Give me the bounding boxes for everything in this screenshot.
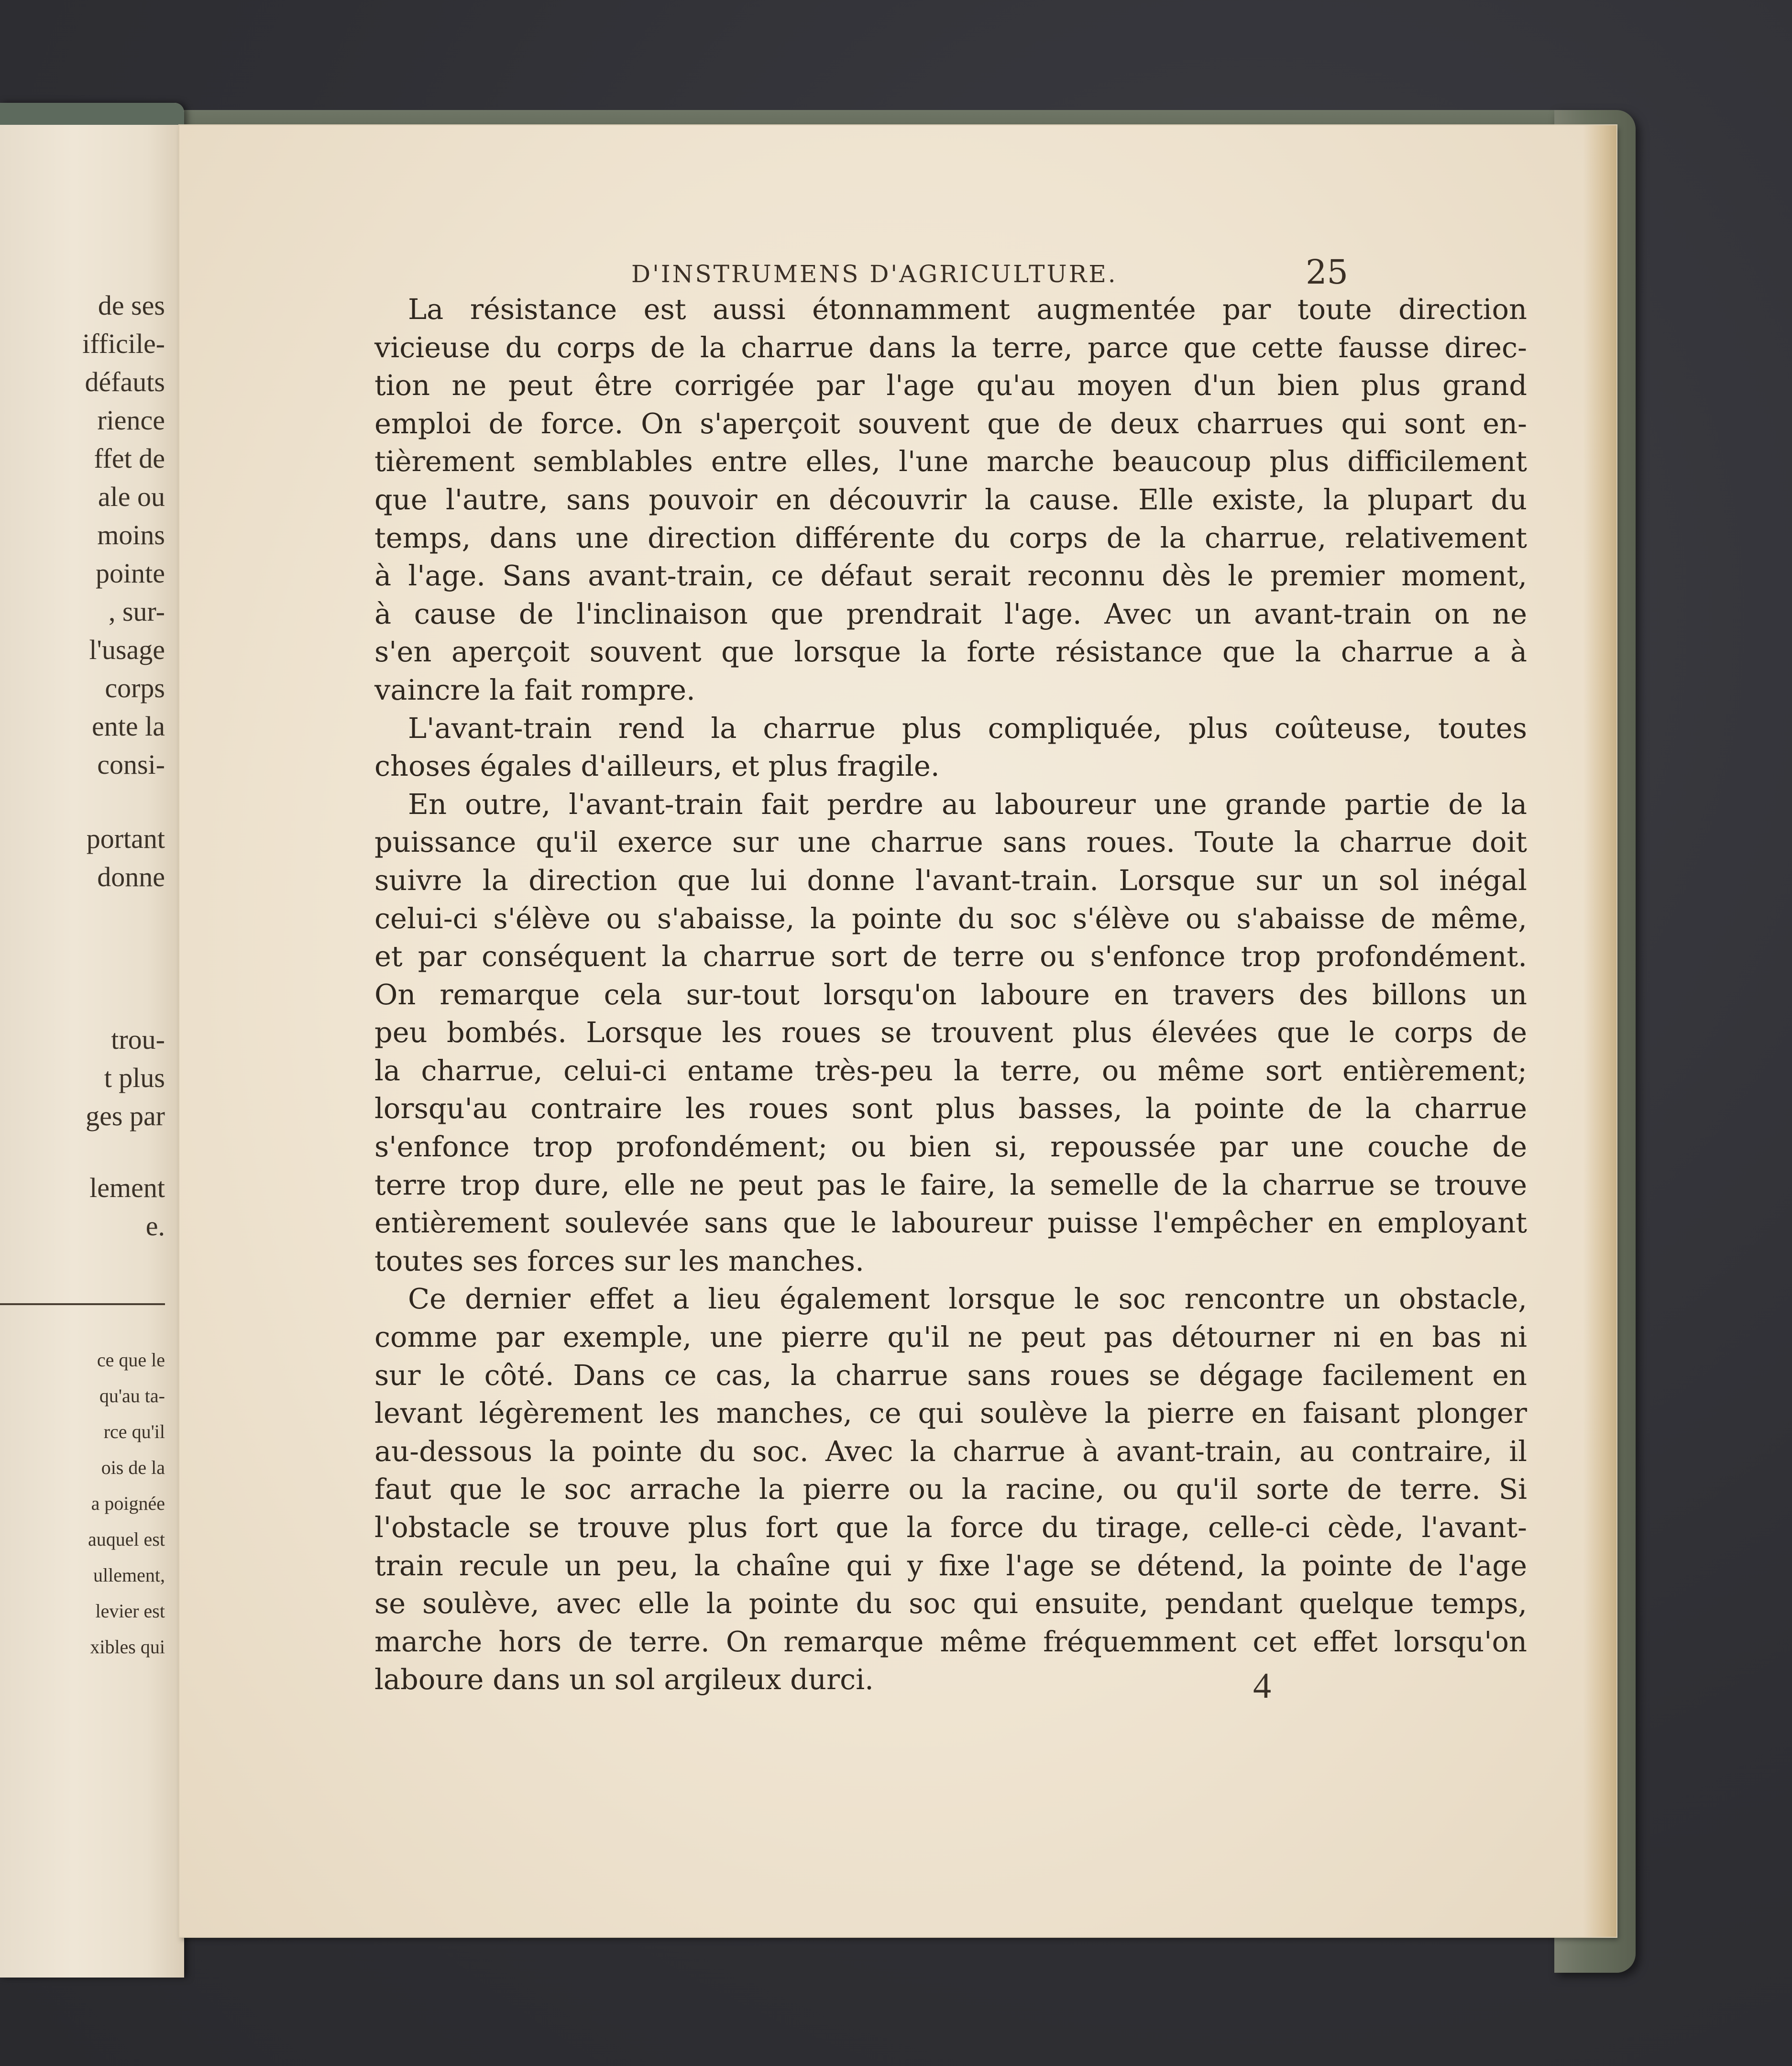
- text-line: train recule un peu, la chaîne qui y fixe l'age se détend, la pointe de l'age: [374, 1549, 1527, 1582]
- text-line: laboure dans un sol argileux durci.: [374, 1663, 874, 1696]
- left-text-fragment: donne: [97, 861, 165, 892]
- text-line: sur le côté. Dans ce cas, la charrue sans roues se dégage facilement en: [374, 1358, 1527, 1392]
- left-text-fragment: lement: [89, 1172, 165, 1203]
- text-line: La résistance est aussi étonnamment augmentée par toute direction: [408, 293, 1527, 326]
- left-text-fragment: ges par: [86, 1100, 165, 1132]
- left-note-fragment: ois de la: [101, 1457, 165, 1478]
- text-line: temps, dans une direction différente du corps de la charrue, relativement: [374, 521, 1527, 554]
- text-line: comme par exemple, une pierre qu'il ne peut pas détourner ni en bas ni: [374, 1320, 1527, 1354]
- left-note-fragment: auquel est: [88, 1528, 165, 1550]
- text-line: emploi de force. On s'aperçoit souvent que de deux charrues qui sont en-: [374, 407, 1527, 440]
- left-note-fragment: ce que le: [97, 1349, 165, 1371]
- text-line: l'obstacle se trouve plus fort que la force du tirage, celle-ci cède, l'avant-: [374, 1511, 1527, 1544]
- left-text-fragment: ente la: [92, 711, 165, 742]
- text-line: s'enfonce trop profondément; ou bien si, repoussée par une couche de: [374, 1130, 1527, 1164]
- page-edge-shading: [1583, 125, 1616, 1937]
- left-text-fragment: trou-: [111, 1024, 165, 1055]
- text-line: et par conséquent la charrue sort de terre ou s'enfonce trop profondément.: [374, 940, 1527, 973]
- running-head: D'INSTRUMENS D'AGRICULTURE.: [631, 260, 1118, 288]
- left-footnote-rule: [0, 1303, 165, 1305]
- left-text-fragment: ffet de: [94, 443, 165, 474]
- left-text-fragment: ifficile-: [82, 328, 165, 359]
- text-line: s'en aperçoit souvent que lorsque la forte résistance que la charrue a à: [374, 635, 1527, 669]
- left-text-fragment: t plus: [104, 1062, 165, 1093]
- left-text-fragment: , sur-: [108, 596, 165, 627]
- text-line: peu bombés. Lorsque les roues se trouvent plus élevées que le corps de: [374, 1016, 1527, 1049]
- text-line: se soulève, avec elle la pointe du soc qui ensuite, pendant quelque temps,: [374, 1587, 1527, 1620]
- left-note-fragment: levier est: [95, 1600, 165, 1622]
- signature-mark: 4: [1253, 1666, 1271, 1706]
- text-line: puissance qu'il exerce sur une charrue sans roues. Toute la charrue doit: [374, 825, 1527, 859]
- text-line: suivre la direction que lui donne l'avant-train. Lorsque sur un sol inégal: [374, 863, 1527, 897]
- text-line: que l'autre, sans pouvoir en découvrir la cause. Elle existe, la plupart du: [374, 483, 1527, 516]
- text-line: à cause de l'inclinaison que prendrait l'age. Avec un avant-train on ne: [374, 597, 1527, 630]
- left-text-fragment: pointe: [96, 558, 165, 589]
- left-note-fragment: qu'au ta-: [99, 1385, 165, 1407]
- text-line: marche hors de terre. On remarque même fréquemment cet effet lorsqu'on: [374, 1625, 1527, 1658]
- body-text: [374, 290, 1527, 1699]
- text-line: En outre, l'avant-train fait perdre au laboureur une grande partie de la: [408, 787, 1527, 821]
- left-text-fragment: ale ou: [98, 481, 165, 512]
- text-line: vicieuse du corps de la charrue dans la terre, parce que cette fausse direc-: [374, 330, 1527, 364]
- text-line: entièrement soulevée sans que le laboureur puisse l'empêcher en employant: [374, 1206, 1527, 1240]
- text-line: celui-ci s'élève ou s'abaisse, la pointe du soc s'élève ou s'abaisse de même,: [374, 901, 1527, 935]
- text-line: levant légèrement les manches, ce qui soulève la pierre en faisant plonger: [374, 1396, 1527, 1430]
- left-note-fragment: xibles qui: [90, 1636, 165, 1658]
- text-line: Ce dernier effet a lieu également lorsque le soc rencontre un obstacle,: [408, 1282, 1527, 1316]
- text-line: terre trop dure, elle ne peut pas le faire, la semelle de la charrue se trouve: [374, 1168, 1527, 1201]
- left-note-fragment: rce qu'il: [103, 1421, 165, 1442]
- text-line: toutes ses forces sur les manches.: [374, 1244, 864, 1277]
- book-page: [179, 125, 1616, 1937]
- left-text-fragment: e.: [145, 1210, 165, 1242]
- text-line: au-dessous la pointe du soc. Avec la charrue à avant-train, au contraire, il: [374, 1434, 1527, 1468]
- text-line: tièrement semblables entre elles, l'une marche beaucoup plus difficilement: [374, 445, 1527, 478]
- page-number: 25: [1306, 253, 1349, 292]
- text-line: tion ne peut être corrigée par l'age qu'au moyen d'un bien plus grand: [374, 369, 1527, 402]
- left-note-fragment: ullement,: [93, 1564, 165, 1586]
- text-line: L'avant-train rend la charrue plus compliquée, plus coûteuse, toutes: [408, 711, 1527, 745]
- left-note-fragment: a poignée: [91, 1493, 165, 1514]
- text-line: à l'age. Sans avant-train, ce défaut serait reconnu dès le premier moment,: [374, 559, 1527, 593]
- left-text-fragment: l'usage: [89, 634, 165, 665]
- left-text-fragment: consi-: [97, 749, 165, 780]
- text-line: faut que le soc arrache la pierre ou la racine, ou qu'il sorte de terre. Si: [374, 1473, 1527, 1506]
- text-line: lorsqu'au contraire les roues sont plus basses, la pointe de la charrue: [374, 1092, 1527, 1125]
- left-facing-page: [0, 103, 184, 1978]
- left-text-fragment: de ses: [98, 290, 165, 321]
- left-text-fragment: moins: [97, 519, 165, 550]
- text-line: choses égales d'ailleurs, et plus fragile.: [374, 749, 940, 783]
- text-line: vaincre la fait rompre.: [374, 673, 695, 706]
- left-text-fragment: corps: [105, 672, 165, 703]
- left-text-fragment: défauts: [85, 366, 165, 397]
- left-cover-edge: [0, 103, 184, 125]
- left-text-fragment: portant: [86, 823, 165, 854]
- text-line: On remarque cela sur-tout lorsqu'on laboure en travers des billons un: [374, 978, 1527, 1011]
- text-line: la charrue, celui-ci entame très-peu la terre, ou même sort entièrement;: [374, 1054, 1527, 1087]
- left-text-fragment: rience: [97, 405, 165, 436]
